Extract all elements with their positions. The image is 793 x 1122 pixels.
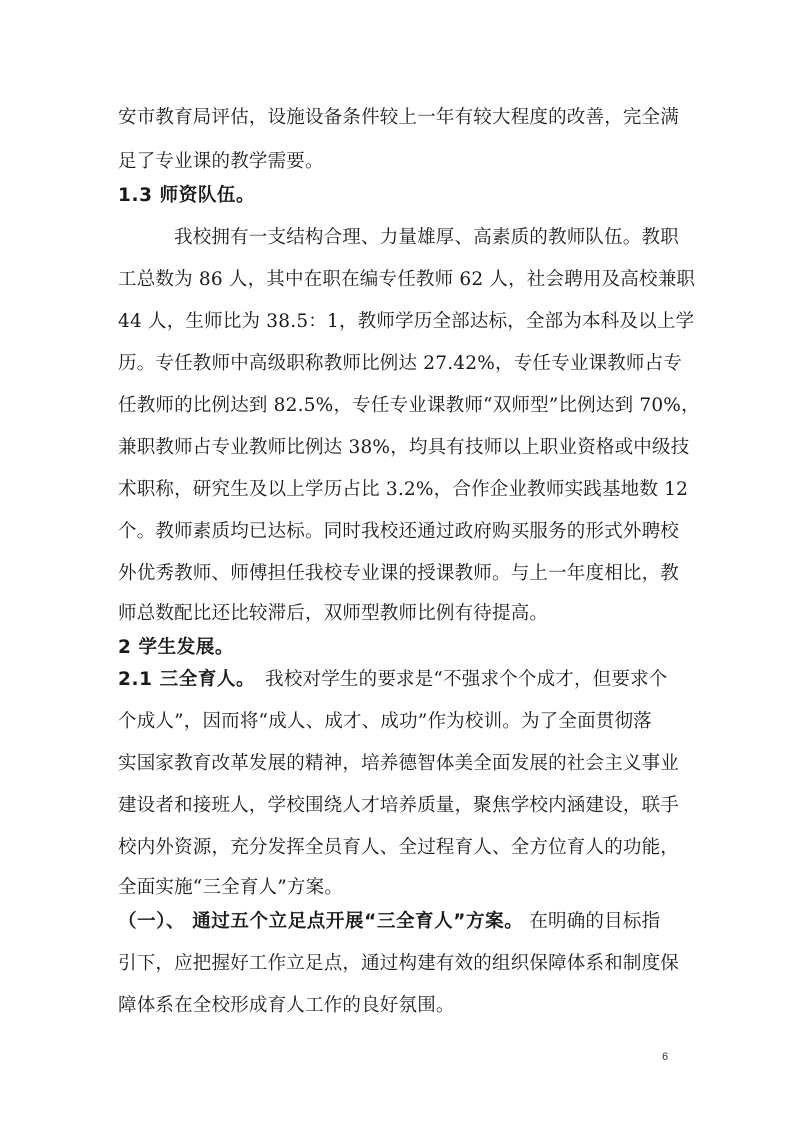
paragraph-line: 全面实施“三全育人”方案。 <box>118 877 344 898</box>
paragraph-line-with-heading <box>118 668 678 692</box>
paragraph-line-with-heading <box>118 910 678 934</box>
paragraph-text: 在明确的目标指 <box>529 911 661 932</box>
paragraph-line: 实国家教育改革发展的精神，培养德智体美全面发展的社会主义事业 <box>118 753 680 774</box>
paragraph-line: 兼职教师占专业教师比例达 38%，均具有技师以上职业资格或中级技 <box>118 437 690 458</box>
paragraph-line: 术职称，研究生及以上学历占比 3.2%，合作企业教师实践基地数 12 <box>118 479 689 500</box>
paragraph-line: 校内外资源，充分发挥全员育人、全过程育人、全方位育人的功能， <box>118 837 680 858</box>
paragraph-line: 外优秀教师、师傅担任我校专业课的授课教师。与上一年度相比，教 <box>118 563 680 584</box>
paragraph-line: 足了专业课的教学需要。 <box>118 151 324 172</box>
paragraph-line: 历。专任教师中高级职称教师比例达 27.42%，专任专业课教师占专 <box>118 353 683 374</box>
section-heading-2: 2 学生发展。 <box>118 637 235 658</box>
paragraph-line: 安市教育局评估，设施设备条件较上一年有较大程度的改善，完全满 <box>118 107 680 128</box>
subsection-heading-part-1: （一）、 通过五个立足点开展“三全育人”方案。 <box>118 911 524 932</box>
page-number: 6 <box>662 1051 669 1063</box>
section-heading-1-3: 1.3 师资队伍。 <box>118 185 256 206</box>
section-heading-2-1: 2.1 三全育人。 <box>118 669 256 690</box>
paragraph-line: 44 人，生师比为 38.5：1，教师学历全部达标，全部为本科及以上学 <box>118 311 695 332</box>
paragraph-line: 个。教师素质均已达标。同时我校还通过政府购买服务的形式外聘校 <box>118 521 680 542</box>
paragraph-line: 引下，应把握好工作立足点，通过构建有效的组织保障体系和制度保 <box>118 953 680 974</box>
paragraph-line: 工总数为 86 人，其中在职在编专任教师 62 人，社会聘用及高校兼职 <box>118 269 696 290</box>
paragraph-line: 障体系在全校形成育人工作的良好氛围。 <box>118 995 455 1016</box>
paragraph-text: 我校对学生的要求是“不强求个个成才，但要求个 <box>265 669 668 690</box>
paragraph-line: 任教师的比例达到 82.5%，专任专业课教师“双师型”比例达到 70%， <box>118 395 700 416</box>
paragraph-line: 师总数配比还比较滞后，双师型教师比例有待提高。 <box>118 603 549 624</box>
paragraph-line: 个成人”，因而将“成人、成才、成功”作为校训。为了全面贯彻落 <box>118 711 652 732</box>
paragraph-line: 建设者和接班人，学校围绕人才培养质量，聚焦学校内涵建设，联手 <box>118 795 680 816</box>
paragraph-line: 我校拥有一支结构合理、力量雄厚、高素质的教师队伍。教职 <box>174 227 679 248</box>
